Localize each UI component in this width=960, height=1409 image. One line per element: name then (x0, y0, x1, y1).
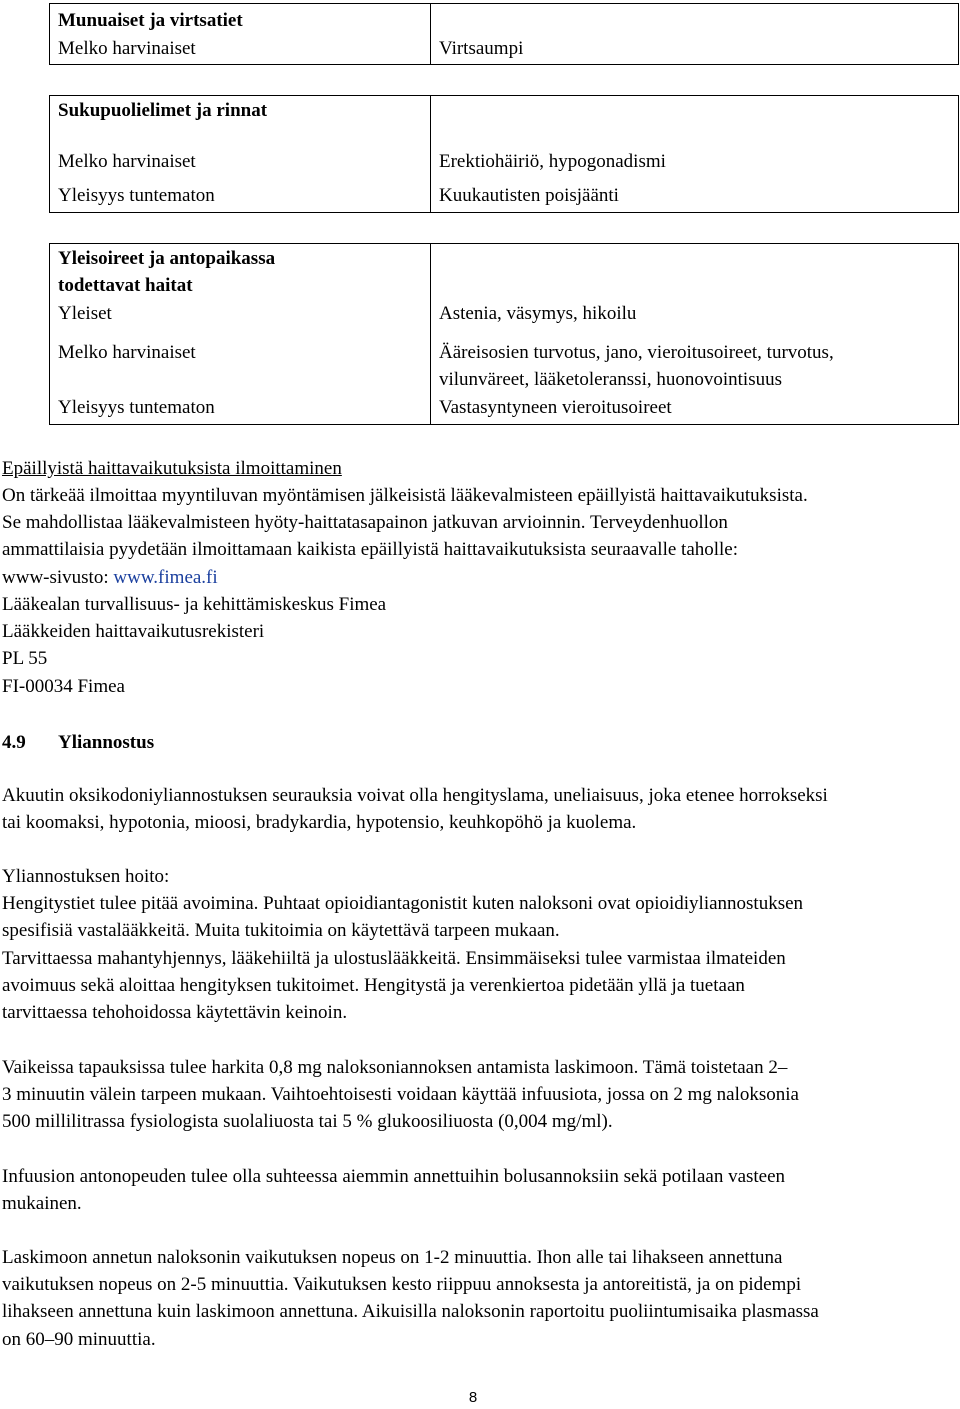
website-line (2, 564, 218, 591)
paragraph-line: Akuutin oksikodoniyliannostuksen seurauksia voivat olla hengityslama, uneliaisuus, joka etenee horrokseksi (2, 785, 828, 806)
table-kidney-urinary (49, 3, 959, 65)
section-heading: Yleisoireet ja antopaikassa (58, 248, 276, 269)
table-row (50, 244, 959, 425)
paragraph-line: mukainen. (2, 1193, 82, 1214)
website-prefix: www-sivusto: (2, 567, 114, 588)
frequency-cell (50, 96, 431, 213)
table-row (50, 4, 959, 65)
paragraph-line: On tärkeää ilmoittaa myyntiluvan myöntämisen jälkeisistä lääkevalmisteen epäillyistä haittavaikutuksista. (2, 485, 808, 506)
effect-label: Kuukautisten poisjäänti (439, 185, 619, 206)
paragraph-line: lihakseen annettuna kuin laskimoon annettuna. Aikuisilla naloksonin raportoitu puoliintumisaika plasmassa (2, 1301, 819, 1322)
effect-cell (431, 244, 959, 425)
effect-label: Astenia, väsymys, hikoilu (439, 303, 637, 324)
frequency-label: Yleisyys tuntematon (58, 397, 215, 418)
address-line: PL 55 (2, 648, 48, 669)
frequency-cell (50, 4, 431, 65)
section-title: Yliannostus (58, 732, 155, 753)
fimea-link[interactable]: www.fimea.fi (113, 567, 218, 588)
effect-label: Erektiohäiriö, hypogonadismi (439, 151, 666, 172)
frequency-cell (50, 244, 431, 425)
section-number: 4.9 (2, 732, 26, 753)
effect-label: vilunväreet, lääketoleranssi, huonovointisuus (439, 369, 782, 390)
frequency-label: Melko harvinaiset (58, 342, 196, 363)
paragraph-line: Hengitystiet tulee pitää avoimina. Puhtaat opioidiantagonistit kuten naloksoni ovat opioidiyliannostuksen (2, 893, 804, 914)
frequency-label: Melko harvinaiset (58, 151, 196, 172)
reporting-title: Epäillyistä haittavaikutuksista ilmoittaminen (2, 458, 342, 479)
paragraph-line: Vaikeissa tapauksissa tulee harkita 0,8 mg naloksoniannoksen antamista laskimoon. Tämä toistetaan 2– (2, 1057, 788, 1078)
table-general-disorders (49, 243, 959, 425)
table-reproductive (49, 95, 959, 213)
frequency-label: Melko harvinaiset (58, 38, 196, 59)
page-number: 8 (468, 1389, 478, 1406)
address-line: Lääkkeiden haittavaikutusrekisteri (2, 621, 265, 642)
paragraph-line: spesifisiä vastalääkkeitä. Muita tukitoimia on käytettävä tarpeen mukaan. (2, 920, 560, 941)
frequency-label: Yleisyys tuntematon (58, 185, 215, 206)
paragraph-line: Laskimoon annetun naloksonin vaikutuksen nopeus on 1-2 minuuttia. Ihon alle tai lihakseen annettuna (2, 1247, 783, 1268)
paragraph-line: 3 minuutin välein tarpeen mukaan. Vaihtoehtoisesti voidaan käyttää infuusiota, jossa on 2 mg naloksonia (2, 1084, 799, 1105)
section-heading: todettavat haitat (58, 275, 193, 296)
effect-label: Virtsaumpi (439, 38, 524, 59)
paragraph-line: tarvittaessa tehohoidossa käytettävin keinoin. (2, 1002, 348, 1023)
paragraph-line: Se mahdollistaa lääkevalmisteen hyöty-haittatasapainon jatkuvan arvioinnin. Terveydenhuollon (2, 512, 728, 533)
effect-label: Ääreisosien turvotus, jano, vieroitusoireet, turvotus, (439, 342, 834, 363)
address-line: FI-00034 Fimea (2, 676, 125, 697)
effect-cell (431, 4, 959, 65)
frequency-label: Yleiset (58, 303, 112, 324)
subheading: Yliannostuksen hoito: (2, 866, 170, 887)
paragraph-line: tai koomaksi, hypotonia, mioosi, bradykardia, hypotensio, keuhkopöhö ja kuolema. (2, 812, 637, 833)
paragraph-line: vaikutuksen nopeus on 2-5 minuuttia. Vaikutuksen kesto riippuu annoksesta ja antoreitistä, ja on pidempi (2, 1274, 802, 1295)
table-row (50, 96, 959, 213)
paragraph-line: Tarvittaessa mahantyhjennys, lääkehiiltä ja ulostuslääkkeitä. Ensimmäiseksi tulee varmistaa ilmateiden (2, 948, 786, 969)
effect-cell (431, 96, 959, 213)
effect-label: Vastasyntyneen vieroitusoireet (439, 397, 672, 418)
section-heading: Sukupuolielimet ja rinnat (58, 100, 268, 121)
paragraph-line: ammattilaisia pyydetään ilmoittamaan kaikista epäillyistä haittavaikutuksista seuraavalle taholle: (2, 539, 739, 560)
section-heading: Munuaiset ja virtsatiet (58, 10, 243, 31)
paragraph-line: 500 millilitrassa fysiologista suolaliuosta tai 5 % glukoosiliuosta (0,004 mg/ml). (2, 1111, 613, 1132)
paragraph-line: Infuusion antonopeuden tulee olla suhteessa aiemmin annettuihin bolusannoksiin sekä potilaan vasteen (2, 1166, 786, 1187)
address-line: Lääkealan turvallisuus- ja kehittämiskeskus Fimea (2, 594, 387, 615)
paragraph-line: on 60–90 minuuttia. (2, 1329, 156, 1350)
paragraph-line: avoimuus sekä aloittaa hengityksen tukitoimet. Hengitystä ja verenkiertoa pidetään yllä ja tuetaan (2, 975, 745, 996)
